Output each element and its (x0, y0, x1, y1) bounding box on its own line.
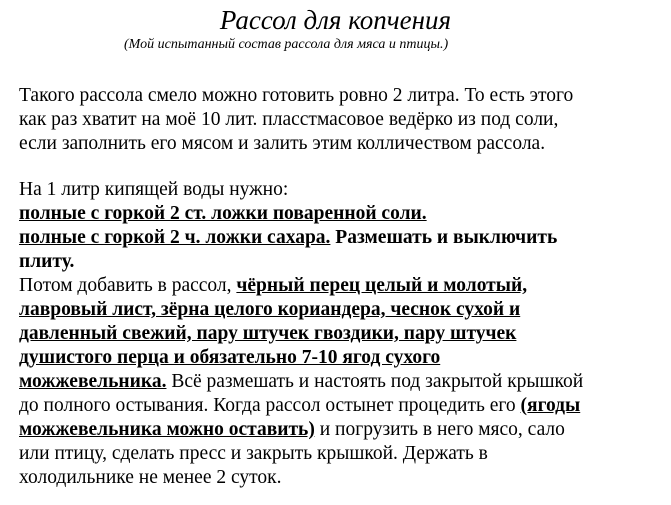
recipe-spices-line: душистого перца и обязательно 7-10 ягод сухого (19, 347, 441, 368)
recipe-line: плиту. (19, 251, 75, 272)
paragraph-gap (19, 156, 639, 178)
recipe-text: Потом добавить в рассол, (19, 275, 237, 296)
intro-line: если заполнить его мясом и залить этим колличеством рассола. (19, 133, 546, 154)
recipe-sugar-line (19, 226, 639, 250)
recipe-juniper-text: можжевельника. (19, 371, 167, 392)
recipe-text: Всё размешать и настоять под закрытой крышкой (166, 371, 584, 392)
recipe-spices-line: лавровый лист, зёрна целого кориандера, чеснок сухой и (19, 299, 521, 320)
recipe-line: На 1 литр кипящей воды нужно: (19, 179, 289, 200)
recipe-line: холодильнике не менее 2 суток. (19, 467, 282, 488)
recipe-strain-line (19, 394, 639, 418)
intro-line: Такого рассола смело можно готовить ровно 2 литра. То есть этого (19, 85, 574, 106)
recipe-note-line (19, 418, 639, 442)
intro-line: как раз хватит на моё 10 лит. пласстмасовое ведёрко из под соли, (19, 109, 559, 130)
recipe-text: и погрузить в него мясо, сало (314, 419, 565, 440)
recipe-note-text: (ягоды (520, 395, 581, 416)
recipe-spices-line (19, 274, 639, 298)
recipe-line: или птицу, сделать пресс и закрыть крышкой. Держать в (19, 443, 488, 464)
recipe-stir-text: Размешать и выключить (330, 227, 558, 248)
document-title: Рассол для копчения (219, 5, 452, 35)
recipe-note-text: можжевельника можно оставить) (19, 419, 315, 440)
recipe-salt-line: полные с горкой 2 ст. ложки поваренной соли. (19, 203, 427, 224)
recipe-spices-line: давленный свежий, пару штучек гвоздики, пару штучек (19, 323, 517, 344)
recipe-spices-text: чёрный перец целый и молотый, (236, 275, 528, 296)
recipe-juniper-line (19, 370, 639, 394)
recipe-sugar-text: полные с горкой 2 ч. ложки сахара. (19, 227, 331, 248)
document-body (19, 84, 639, 490)
document-subtitle: (Мой испытанный состав рассола для мяса и птицы.) (124, 37, 449, 52)
recipe-text: до полного остывания. Когда рассол остынет процедить его (19, 395, 521, 416)
